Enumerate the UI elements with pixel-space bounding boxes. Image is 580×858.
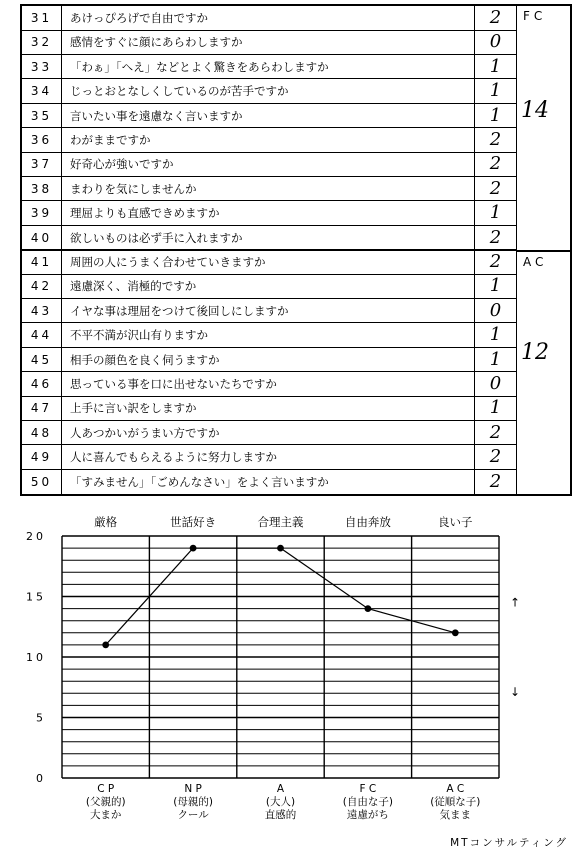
- question-text: 好奇心が強いですか: [70, 157, 174, 172]
- question-score: 1: [474, 348, 516, 372]
- data-point: [277, 545, 284, 552]
- question-row: [22, 421, 516, 446]
- question-score: 2: [474, 128, 516, 152]
- x-category-role: (大人): [265, 796, 296, 808]
- ac-total-block: [516, 250, 572, 494]
- top-category-label: 良い子: [438, 515, 473, 529]
- fc-total-block: [516, 6, 572, 250]
- y-tick-label: 15: [26, 590, 46, 604]
- question-score: 0: [474, 30, 516, 54]
- question-number: 35: [22, 104, 62, 128]
- question-score: 0: [474, 372, 516, 396]
- question-row: [22, 55, 516, 80]
- y-tick-label: 10: [26, 651, 46, 664]
- question-text: わがままですか: [70, 133, 151, 147]
- question-row: [22, 152, 516, 177]
- question-score: 1: [474, 104, 516, 128]
- question-row: [22, 323, 516, 348]
- question-score: 1: [474, 323, 516, 347]
- question-row: [22, 177, 516, 202]
- question-text: 周囲の人にうまく合わせていきますか: [70, 255, 266, 269]
- question-number: 48: [22, 421, 62, 445]
- question-row: [22, 201, 516, 226]
- y-tick-label: 20: [26, 530, 46, 543]
- question-text: 言いたい事を遠慮なく言いますか: [70, 108, 243, 123]
- x-category-role: (従順な子): [430, 796, 481, 808]
- question-number: 38: [22, 177, 62, 201]
- x-category-trait: 気まま: [439, 809, 472, 821]
- question-score: 2: [474, 177, 516, 201]
- question-text: 「すみません」「ごめんなさい」をよく言いますか: [70, 474, 329, 489]
- questionnaire-table: [20, 4, 572, 496]
- question-text: 人に喜んでもらえるように努力しますか: [70, 450, 277, 465]
- question-row: [22, 6, 516, 31]
- question-score: 1: [474, 79, 516, 103]
- top-category-label: 世話好き: [170, 515, 217, 529]
- question-number: 50: [22, 470, 62, 495]
- credit: MTコンサルティング: [450, 837, 568, 849]
- question-text: 人あつかいがうまい方ですか: [70, 425, 220, 440]
- question-text: 理屈よりも直感できめますか: [70, 206, 220, 221]
- data-point: [452, 629, 459, 636]
- question-text: 上手に言い訳をしますか: [70, 401, 197, 416]
- question-text: 「わぁ」「へえ」などとよく驚きをあらわしますか: [70, 59, 329, 74]
- question-row: [22, 30, 516, 55]
- question-score: 2: [474, 421, 516, 445]
- down-arrow-icon: ↓: [510, 685, 521, 700]
- question-row: [22, 348, 516, 373]
- question-score: 2: [474, 250, 516, 274]
- question-row: [22, 470, 516, 495]
- question-row: [22, 104, 516, 129]
- ac-total: 12: [521, 340, 549, 365]
- up-arrow-icon: ↑: [510, 595, 521, 610]
- question-number: 43: [22, 299, 62, 323]
- question-text: イヤな事は理屈をつけて後回しにしますか: [70, 303, 289, 318]
- question-score: 2: [474, 226, 516, 250]
- question-score: 2: [474, 152, 516, 176]
- question-score: 2: [474, 6, 516, 30]
- question-row: [22, 299, 516, 324]
- question-row: [22, 372, 516, 397]
- question-score: 2: [474, 470, 516, 495]
- question-score: 0: [474, 299, 516, 323]
- question-number: 34: [22, 79, 62, 103]
- question-number: 44: [22, 323, 62, 347]
- question-score: 1: [474, 55, 516, 79]
- question-row: [22, 445, 516, 470]
- question-row: [22, 128, 516, 153]
- top-category-label: 厳格: [94, 515, 118, 529]
- question-number: 42: [22, 274, 62, 298]
- question-number: 32: [22, 30, 62, 54]
- x-category-trait: 遠慮がち: [346, 809, 389, 821]
- ac-label: AC: [523, 255, 548, 269]
- top-category-label: 自由奔放: [344, 515, 391, 529]
- question-score: 1: [474, 396, 516, 420]
- x-category-label: N P: [184, 783, 202, 795]
- egogram-chart: [0, 500, 580, 858]
- question-number: 37: [22, 152, 62, 176]
- question-text: 感情をすぐに顔にあらわしますか: [70, 35, 243, 50]
- question-score: 2: [474, 445, 516, 469]
- x-category-label: A: [276, 783, 285, 795]
- question-row: [22, 226, 516, 251]
- question-score: 1: [474, 274, 516, 298]
- fc-total: 14: [521, 98, 549, 123]
- data-point: [365, 605, 372, 612]
- x-category-trait: 直感的: [264, 809, 297, 821]
- question-number: 36: [22, 128, 62, 152]
- question-number: 45: [22, 348, 62, 372]
- question-row: [22, 79, 516, 104]
- x-category-label: C P: [97, 783, 115, 795]
- data-point: [190, 545, 197, 552]
- y-tick-label: 5: [36, 711, 46, 725]
- x-category-role: (母親的): [173, 796, 213, 808]
- question-text: まわりを気にしませんか: [70, 181, 197, 196]
- top-category-label: 合理主義: [257, 515, 304, 529]
- question-text: 相手の顔色を良く伺うますか: [70, 352, 220, 367]
- x-category-role: (自由な子): [342, 796, 393, 808]
- question-row: [22, 274, 516, 299]
- question-number: 47: [22, 396, 62, 420]
- y-tick-label: 0: [36, 772, 46, 785]
- question-text: 遠慮深く、消極的ですか: [70, 279, 197, 294]
- fc-label: FC: [523, 9, 547, 23]
- question-text: 不平不満が沢山有りますか: [70, 328, 208, 343]
- x-category-label: A C: [446, 783, 465, 795]
- question-score: 1: [474, 201, 516, 225]
- question-number: 46: [22, 372, 62, 396]
- question-text: じっとおとなしくしているのが苦手ですか: [70, 84, 289, 99]
- data-point: [102, 642, 109, 649]
- question-text: 欲しいものは必ず手に入れますか: [70, 230, 243, 245]
- section-divider: [22, 250, 516, 251]
- question-number: 33: [22, 55, 62, 79]
- question-text: あけっぴろげで自由ですか: [70, 11, 208, 25]
- question-number: 40: [22, 226, 62, 250]
- question-number: 31: [22, 6, 62, 30]
- question-row: [22, 250, 516, 275]
- x-category-role: (父親的): [85, 796, 126, 808]
- question-number: 39: [22, 201, 62, 225]
- question-number: 49: [22, 445, 62, 469]
- question-number: 41: [22, 250, 62, 274]
- x-category-trait: クール: [177, 809, 209, 821]
- question-text: 思っている事を口に出せないたちですか: [70, 377, 277, 391]
- x-category-trait: 大まか: [89, 809, 122, 821]
- x-category-label: F C: [359, 783, 377, 795]
- question-row: [22, 396, 516, 421]
